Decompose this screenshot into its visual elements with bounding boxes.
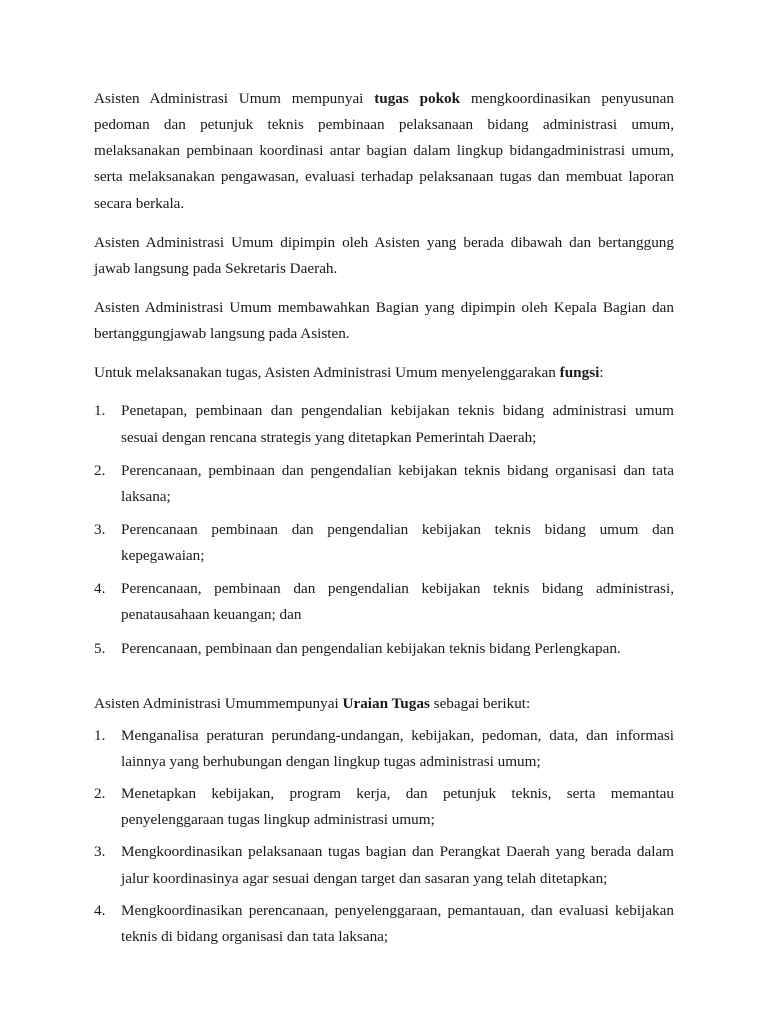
paragraph-dipimpin <box>94 230 674 282</box>
list-item <box>94 723 674 775</box>
paragraph-uraian-intro <box>94 691 674 717</box>
list-item-text: Mengkoordinasikan pelaksanaan tugas bagian dan Perangkat Daerah yang berada dalam jalur koordinasinya agar sesuai dengan target dan sasaran yang telah ditetapkan; <box>121 843 674 887</box>
list-item-text: Perencanaan pembinaan dan pengendalian kebijakan teknis bidang umum dan kepegawaian; <box>121 520 674 565</box>
list-item-text: Perencanaan, pembinaan dan pengendalian kebijakan teknis bidang Perlengkapan. <box>121 639 621 657</box>
text-run: Asisten Administrasi Umummempunyai <box>94 694 343 712</box>
paragraph-membawahkan <box>94 295 674 347</box>
list-item <box>94 398 674 450</box>
list-marker: 4. <box>94 901 106 919</box>
text-run: Asisten Administrasi Umum dipimpin oleh Asisten yang berada dibawah dan bertanggung jawab langsung pada Sekretaris Daerah. <box>94 233 674 277</box>
list-item-text: Menganalisa peraturan perundang-undangan, kebijakan, pedoman, data, dan informasi lainnya yang berhubungan dengan lingkup tugas administrasi umum; <box>121 726 674 770</box>
text-run-bold: Uraian Tugas <box>342 694 430 712</box>
list-item-text: Penetapan, pembinaan dan pengendalian kebijakan teknis bidang administrasi umum sesuai dengan rencana strategis yang ditetapkan Pemerintah Daerah; <box>121 402 674 446</box>
list-item <box>94 839 674 891</box>
paragraph-fungsi-intro <box>94 360 674 386</box>
list-marker: 1. <box>94 726 106 744</box>
list-marker: 1. <box>94 402 106 420</box>
document-body <box>94 86 674 950</box>
text-run: : <box>599 364 604 382</box>
list-marker: 2. <box>94 461 106 479</box>
list-item <box>94 781 674 833</box>
list-item-text: Mengkoordinasikan perencanaan, penyelenggaraan, pemantauan, dan evaluasi kebijakan teknis di bidang organisasi dan tata laksana; <box>121 901 674 945</box>
list-marker: 3. <box>94 520 106 538</box>
list-item <box>94 636 674 662</box>
paragraph-tugas-pokok <box>94 86 674 217</box>
list-marker: 4. <box>94 580 106 598</box>
list-item-text: Menetapkan kebijakan, program kerja, dan petunjuk teknis, serta memantau penyelenggaraan tugas lingkup administrasi umum; <box>121 785 674 829</box>
section-spacer <box>94 669 674 691</box>
text-run: Asisten Administrasi Umum membawahkan Bagian yang dipimpin oleh Kepala Bagian dan bertanggungjawab langsung pada Asisten. <box>94 298 674 343</box>
list-fungsi <box>94 398 674 661</box>
text-run: sebagai berikut: <box>429 694 531 712</box>
text-run: Asisten Administrasi Umum mempunyai <box>94 90 375 107</box>
list-item <box>94 898 674 950</box>
text-run-bold: fungsi <box>559 364 600 382</box>
list-item <box>94 517 674 569</box>
list-marker: 5. <box>94 639 106 657</box>
text-run-bold: tugas pokok <box>374 90 461 107</box>
text-run: Untuk melaksanakan tugas, Asisten Administrasi Umum menyelenggarakan <box>94 364 560 382</box>
list-uraian-tugas <box>94 723 674 950</box>
text-run: mengkoordinasikan penyusunan pedoman dan petunjuk teknis pembinaan pelaksanaan bidang administrasi umum, melaksanakan pembinaan koordinasi antar bagian dalam lingkup bidangadministrasi umum, serta melaksanakan pengawasan, evaluasi terhadap pelaksanaan tugas dan membuat laporan secara berkala. <box>94 90 674 212</box>
list-marker: 2. <box>94 785 106 803</box>
list-item <box>94 458 674 510</box>
list-marker: 3. <box>94 843 106 861</box>
list-item-text: Perencanaan, pembinaan dan pengendalian kebijakan teknis bidang administrasi, penatausahaan keuangan; dan <box>121 580 674 624</box>
list-item <box>94 576 674 628</box>
list-item-text: Perencanaan, pembinaan dan pengendalian kebijakan teknis bidang organisasi dan tata laksana; <box>121 461 674 505</box>
